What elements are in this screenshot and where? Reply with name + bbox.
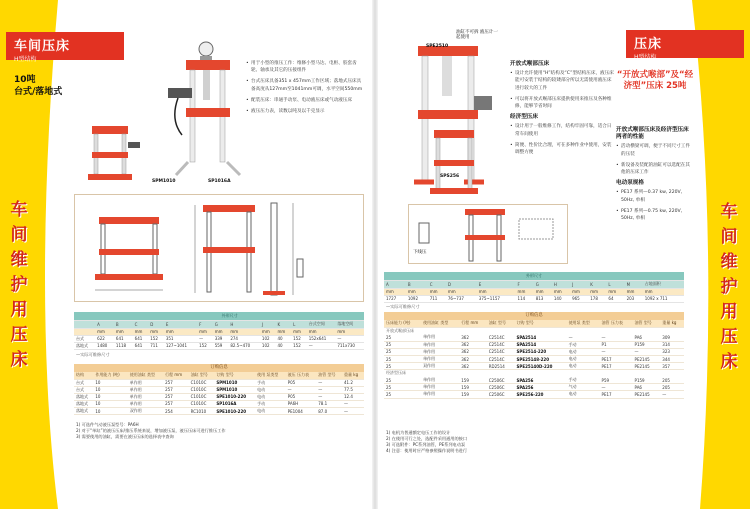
order-row: 25 单作用 159 C2506C SPA256 手动 P59 P159 205 xyxy=(384,377,684,384)
left-spec-table xyxy=(74,312,364,350)
order-row: 25 单作用 362 C2514C SPE25148-220 电动 PE17 PE2145 344 xyxy=(384,355,684,362)
spec-cell: 40 xyxy=(276,335,292,342)
spec-unit: mm xyxy=(260,328,276,335)
spec-cell: 64 xyxy=(606,295,624,302)
feature-item: • 新设备及装配的油缸可以选配在其他的压床工作 xyxy=(616,162,694,176)
spec-cell: 641 xyxy=(133,335,149,342)
spec-col: K xyxy=(276,320,292,328)
right-dimension-drawing xyxy=(409,205,569,265)
spec-unit: mm xyxy=(164,328,197,335)
spec-cell: 1480 xyxy=(95,342,114,349)
spec-col: 台式空间 xyxy=(307,320,336,328)
right-order-notes xyxy=(386,430,682,454)
spec-cell: 711 xyxy=(428,295,446,302)
order-col: 重量 kg xyxy=(342,372,364,379)
spec-col: A xyxy=(384,280,406,288)
spec-unit: mm xyxy=(428,288,446,295)
right-headline: “开放式喉部”及“经济型”压床 25吨 xyxy=(616,70,694,91)
spec-unit: mm xyxy=(625,288,643,295)
order-col: 重量 kg xyxy=(660,320,684,327)
note-line: 1) 可选件气动液压泵型号：PA6H xyxy=(76,422,139,427)
left-section-header xyxy=(6,32,124,63)
order-row: 25 单作用 362 C2514C SPE2514-220 电动 — — 323 xyxy=(384,348,684,355)
left-feature-list xyxy=(246,60,364,119)
spec-col: H xyxy=(228,320,260,328)
note-line: 3) 可选附件：PC系列油管，PE系列电动泵 xyxy=(386,442,466,447)
order-col: 使用 泵类型 xyxy=(255,372,286,379)
spec-col: J xyxy=(260,320,276,328)
page-gutter xyxy=(372,0,378,509)
spec-unit: mm xyxy=(552,288,570,295)
spec-cell: 1092 x 711 xyxy=(643,295,684,302)
left-subtitle: H型结构 xyxy=(14,56,37,63)
right-spec-table xyxy=(384,272,684,303)
spec-cell: 1092 xyxy=(406,295,428,302)
order-col: 使用油缸 类型 xyxy=(128,372,163,379)
right-order-header: 订购信息 xyxy=(384,312,684,320)
spec-unit: mm xyxy=(384,288,406,295)
order-row: 台式 10 单作用 257 C1010C SPM1010 电动 — — 77.5 xyxy=(74,386,364,393)
feature-item: • PE17 系列—0.37 kw, 220V, 50Hz, 单相 xyxy=(616,189,694,203)
feature-item: • 台式压床具备351 x 457mm工作区域；落地式压床具备高度从127mm至1041mm可调，水平空间550mm xyxy=(246,78,364,92)
feature-item: • 配装压床：串通手动泵、电动液压床或气动液压床 xyxy=(246,97,364,104)
spec-cell: 1118 xyxy=(114,342,133,349)
right-side-text: 车间维护用压床 xyxy=(720,202,738,372)
note-line: 3) 需要使用的油缸，需要在液压压床的选择表中查询 xyxy=(76,434,174,439)
spec-cell: 102 xyxy=(260,342,276,349)
order-col: 结构 xyxy=(74,372,93,379)
spec-cell: 152 xyxy=(291,335,307,342)
order-col: 油缸 型号 xyxy=(487,320,515,327)
spec-cell: 203 xyxy=(625,295,643,302)
spec-cell: 274 xyxy=(228,335,260,342)
left-order-notes xyxy=(76,422,362,440)
spec-col: D xyxy=(446,280,477,288)
spec-cell: 965 xyxy=(570,295,588,302)
spec-cell: — xyxy=(335,335,364,342)
spec-cell: 339 xyxy=(213,335,229,342)
order-col: 压床能力 (吨) xyxy=(384,320,421,327)
spec-cell: 559 xyxy=(213,342,229,349)
spec-unit: mm xyxy=(95,328,114,335)
spec-unit: mm xyxy=(197,328,213,335)
spec-col: G xyxy=(534,280,552,288)
order-col: 作用能力 (吨) xyxy=(93,372,127,379)
spec-col: F xyxy=(197,320,213,328)
right-dimension-diagram xyxy=(408,204,568,264)
spec-col: F xyxy=(516,280,534,288)
right-subtitle: H型结构 xyxy=(634,54,657,61)
section-heading: 开放式喉部压床 xyxy=(510,61,550,67)
spec-cell: — xyxy=(307,342,336,349)
spec-col: L xyxy=(291,320,307,328)
feature-item: • PE17 系列—0.75 kw, 220V, 50Hz, 单相 xyxy=(616,208,694,222)
feature-item: • 活动横梁可调，便于不同尺寸工件的压装 xyxy=(616,143,694,157)
spec-col: A xyxy=(95,320,114,328)
spec-unit: mm xyxy=(114,328,133,335)
spec-cell: 127~1041 xyxy=(164,342,197,349)
spec-row xyxy=(74,342,364,349)
spec-row-label: 台式 xyxy=(74,335,95,342)
spec-row xyxy=(384,295,684,302)
order-col: 液压 压力表 xyxy=(286,372,317,379)
order-col: 油缸 型号 xyxy=(189,372,215,379)
order-row: 25 单作用 362 C2514C SPA2514 手动 P1 P159 314 xyxy=(384,341,684,348)
spec-cell: 152 xyxy=(148,335,164,342)
spec-unit: mm xyxy=(406,288,428,295)
right-caption-top: SPE2510 xyxy=(426,44,449,49)
bench-caption: SPM1010 xyxy=(152,179,176,184)
left-title: 车间压床 xyxy=(14,39,71,54)
order-row: 25 单作用 362 C2514C SPA2514 — — PA6 309 xyxy=(384,334,684,341)
spec-unit: mm xyxy=(606,288,624,295)
right-section-header xyxy=(626,30,744,61)
spec-unit: mm xyxy=(307,328,336,335)
note-line: 4) 注意：使用时应严格参照操作说明书进行 xyxy=(386,448,468,453)
feature-item: • 设计用于一般维修工作，结构牢固可靠，适合日常车间使用 xyxy=(510,123,614,137)
spec-unit: mm xyxy=(213,328,229,335)
left-side-text: 车间维护用压床 xyxy=(10,200,28,370)
feature-item: • 设计允许使用“H”结构及“C”型结构压床，液压床能可安装于结构的较矮部分所以无需使用液压床进行较大的工件 xyxy=(510,70,614,92)
spec-group-header: 外形尺寸 xyxy=(384,272,684,280)
order-row: 落地式 10 单作用 257 C1010C SPE1010-220 电动 P05 — 12.4 xyxy=(74,393,364,400)
order-col: 订购 型号 xyxy=(214,372,255,379)
spec-cell: 813 xyxy=(534,295,552,302)
spec-col: E xyxy=(164,320,197,328)
order-group-label: 经济型压床 xyxy=(386,370,406,376)
floor-press-image xyxy=(148,40,248,180)
order-col: 订购 型号 xyxy=(515,320,567,327)
left-spec-caption: —实际可维修尺寸 xyxy=(76,352,110,357)
spec-unit: mm xyxy=(228,328,260,335)
right-feature-list xyxy=(510,58,614,160)
spec-cell: 76~737 xyxy=(446,295,477,302)
spec-unit: mm xyxy=(276,328,292,335)
spec-unit: mm xyxy=(148,328,164,335)
spec-unit: mm xyxy=(446,288,477,295)
spec-col: C xyxy=(133,320,149,328)
order-col: 油管 型号 xyxy=(316,372,342,379)
right-caption-note: 油缸不可拆 液压计一起使用 xyxy=(456,30,498,40)
note-line: 2) 对于“单缸”的液压压床/推压系统来说，增加液压泵，液压压床可进行推压工作 xyxy=(76,428,226,433)
order-row: 25 双作用 362 RD2514 SPE25140D-220 电动 PE17 PE2145 357 xyxy=(384,363,684,370)
spec-col: K xyxy=(588,280,606,288)
spec-unit: mm xyxy=(335,328,364,335)
left-dimension-diagram xyxy=(74,194,364,302)
right-title: 压床 xyxy=(634,37,663,52)
left-order-header: 订购信息 xyxy=(74,364,364,372)
spec-cell: 711x730 xyxy=(335,342,364,349)
left-order-table xyxy=(74,372,364,415)
spec-cell: 152 xyxy=(291,342,307,349)
order-row: 落地式 10 单作用 257 C1010C SP1016A 手动 PA6H 78.1 — xyxy=(74,400,364,407)
note-line: 2) 在使用可行之处，选配件采用通用的接口 xyxy=(386,436,468,441)
spec-unit: mm xyxy=(477,288,516,295)
spec-col: G xyxy=(213,320,229,328)
right-caption-open: SPS256 xyxy=(440,174,460,179)
spec-group-header: 外形尺寸 xyxy=(95,312,364,320)
mount-text: 台式/落地式 xyxy=(14,87,63,97)
order-col: 使用油缸 类型 xyxy=(421,320,459,327)
spec-cell: 114 xyxy=(516,295,534,302)
spec-unit: mm xyxy=(291,328,307,335)
spec-col: M xyxy=(625,280,643,288)
left-headline xyxy=(14,74,84,98)
spec-cell: 622 xyxy=(95,335,114,342)
floor-caption: SP1016A xyxy=(208,179,231,184)
spec-cell: 102 xyxy=(260,335,276,342)
spec-cell: 1727 xyxy=(384,295,406,302)
spec-col: B xyxy=(406,280,428,288)
spec-col: J xyxy=(570,280,588,288)
spec-unit: mm xyxy=(534,288,552,295)
section-heading: 经济型压床 xyxy=(510,114,538,121)
spec-unit: mm xyxy=(643,288,684,295)
order-col: 油管 压力表 xyxy=(600,320,633,327)
section-heading: 开放式喉部压床及经济型压床两者的性能 xyxy=(616,127,689,141)
spec-cell: 140 xyxy=(552,295,570,302)
spec-col: L xyxy=(606,280,624,288)
feature-item: • 液压压力表，读数以吨及以千克显示 xyxy=(246,108,364,115)
spec-unit: mm xyxy=(516,288,534,295)
order-row: 落地式 10 双作用 254 RC1010 SPE1010-220 电动 PE1004 87.0 — xyxy=(74,407,364,414)
spec-col: C xyxy=(428,280,446,288)
order-group-label: 开放式喉部压床 xyxy=(386,327,414,333)
right-order-table xyxy=(384,320,684,399)
order-row: 25 单作用 159 C2506C SPA256 气动 — PA6 205 xyxy=(384,384,684,391)
right-feature-list-2 xyxy=(616,124,694,226)
spec-cell: 351 xyxy=(164,335,197,342)
section-heading: 电动泵规格 xyxy=(616,180,644,187)
order-col: 使用泵 类型 xyxy=(567,320,600,327)
spec-cell: 152 xyxy=(197,342,213,349)
right-spec-caption: —实际可维修尺寸 xyxy=(386,304,420,309)
spec-cell: 40 xyxy=(276,342,292,349)
spec-cell: — xyxy=(197,335,213,342)
note-line: 1) 电机为普通额定电压工作的设计 xyxy=(386,430,451,435)
spec-unit: mm xyxy=(588,288,606,295)
feature-item: • 简便、性价比合理，可在多种作业中使用，安装调整方便 xyxy=(510,142,614,156)
spec-cell: 711 xyxy=(148,342,164,349)
bench-press-image xyxy=(84,120,142,184)
spec-unit: mm xyxy=(133,328,149,335)
dimension-drawing xyxy=(75,195,365,303)
order-row: 25 单作用 159 C2506C SPE256-220 电动 PE17 PE2145 — xyxy=(384,391,684,398)
spec-cell: 375~1157 xyxy=(477,295,516,302)
spec-col: E xyxy=(477,280,516,288)
spec-row-label: 落地式 xyxy=(74,342,95,349)
order-col: 行程 mm xyxy=(163,372,188,379)
spec-row xyxy=(74,335,364,342)
spec-cell: 641 xyxy=(133,342,149,349)
spec-cell: 152x641 xyxy=(307,335,336,342)
right-diagram-caption: 下线压 xyxy=(413,250,427,255)
spec-col: 占地面积 xyxy=(643,280,684,288)
order-col: 行程 mm xyxy=(459,320,487,327)
order-row: 台式 10 单作用 257 C1010C SPM1010 手动 P05 — 41.2 xyxy=(74,379,364,386)
spec-unit: mm xyxy=(570,288,588,295)
spec-cell: 178 xyxy=(588,295,606,302)
spec-col: 落地空间 xyxy=(335,320,364,328)
spec-cell: 82.5~470 xyxy=(228,342,260,349)
order-col: 油管 型号 xyxy=(633,320,661,327)
spec-col: H xyxy=(552,280,570,288)
spec-cell: 641 xyxy=(114,335,133,342)
capacity-text: 10吨 xyxy=(14,75,36,85)
feature-item: • 用于小型的推压工作：维修小型马达、电枢、胶套齿轮、轴承及其它的压接组件 xyxy=(246,60,364,74)
economy-press-image xyxy=(428,126,480,196)
spec-col: D xyxy=(148,320,164,328)
feature-item: • 可以将开放式喉部压床提供使用来推压及各种维修，能够节省时间 xyxy=(510,96,614,110)
spec-col: B xyxy=(114,320,133,328)
